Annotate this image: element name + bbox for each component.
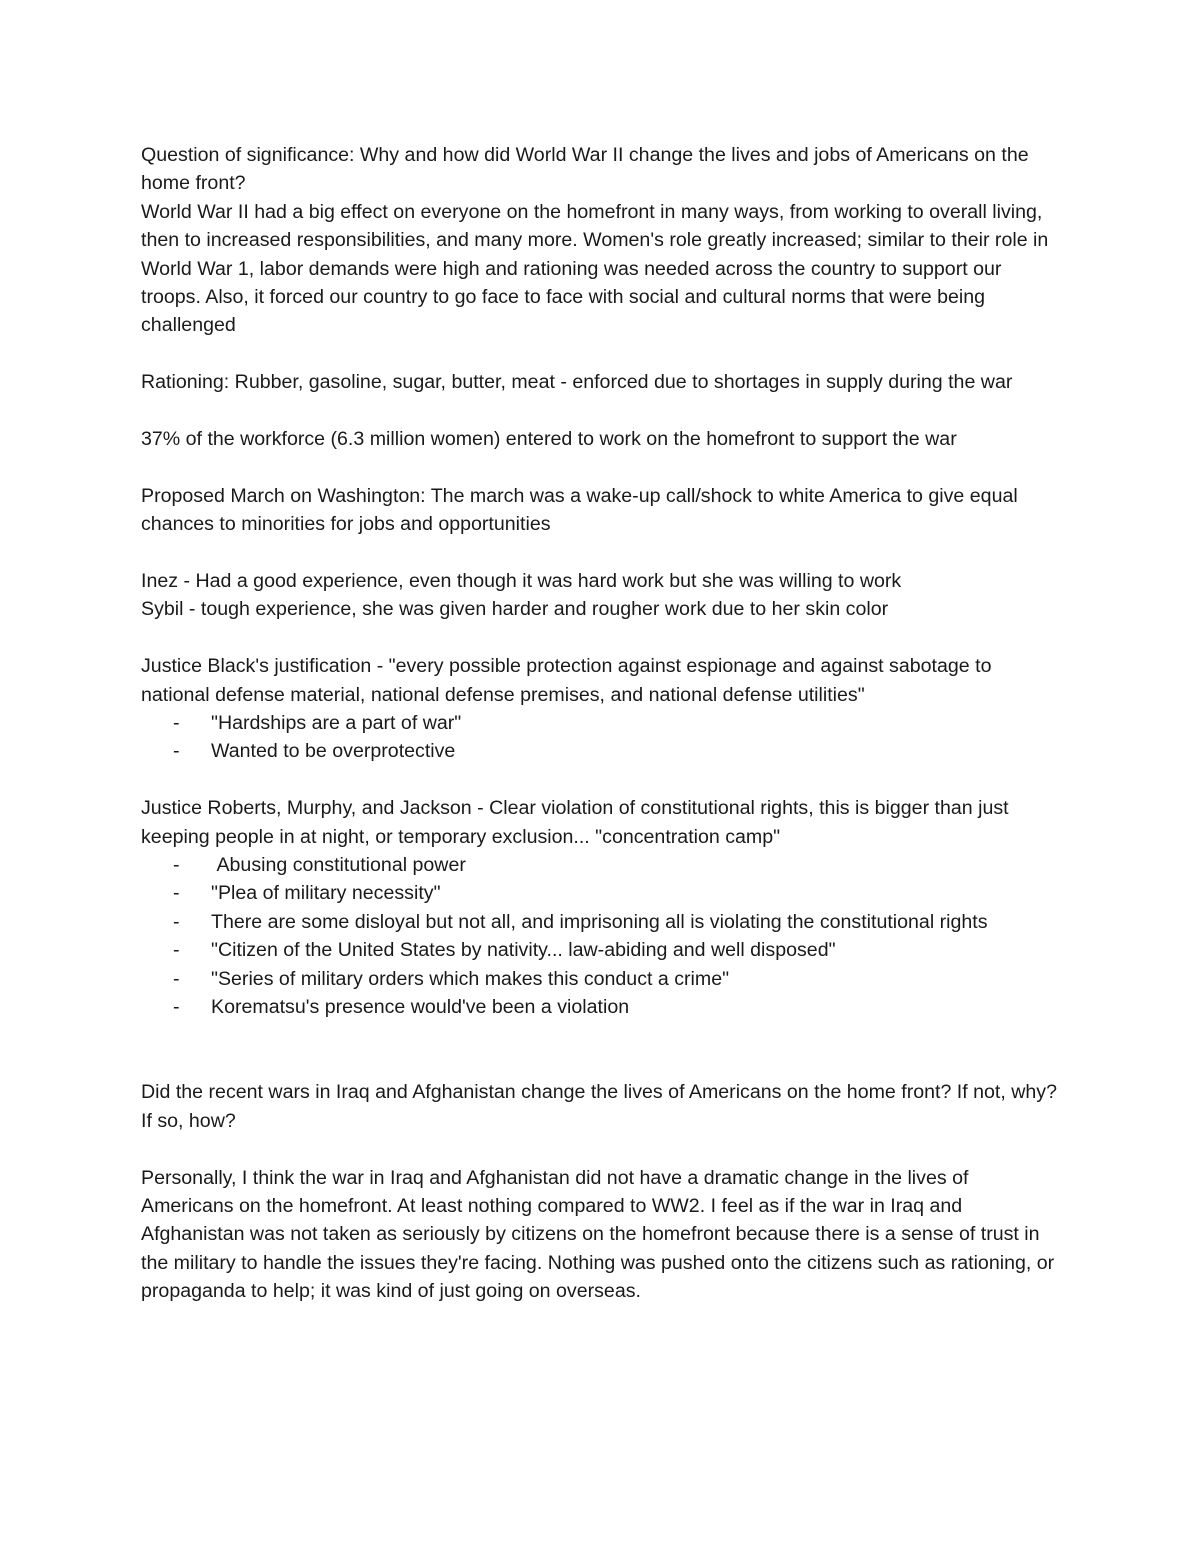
justice-black-bullet-list [141, 709, 1061, 766]
document-page [141, 141, 1061, 1306]
list-item [141, 737, 1061, 765]
list-item-text: Korematsu's presence would've been a violation [211, 996, 630, 1019]
justice-black-paragraph: Justice Black's justification - "every possible protection against espionage and against sabotage to national defense material, national defense premises, and national defense utilities" [141, 655, 992, 706]
dash-marker: - [173, 882, 180, 905]
intro-paragraph: World War II had a big effect on everyone on the homefront in many ways, from working to overall living, then to increased responsibilities, and many more. Women's role greatly increased; similar to their role in World War 1, labor demands were high and rationing was needed across the country to support our troops. Also, it forced our country to go face to face with social and cultural norms that were being challenged [141, 200, 1049, 337]
dash-marker: - [173, 712, 180, 735]
justice-roberts-paragraph: Justice Roberts, Murphy, and Jackson - Clear violation of constitutional rights, this is bigger than just keeping people in at night, or temporary exclusion... "concentration camp" [141, 797, 1009, 848]
rationing-paragraph: Rationing: Rubber, gasoline, sugar, butter, meat - enforced due to shortages in supply during the war [141, 371, 1013, 394]
dash-marker: - [173, 910, 180, 933]
list-item-text: There are some disloyal but not all, and imprisoning all is violating the constitutional rights [211, 910, 988, 933]
list-item-text: "Plea of military necessity" [211, 882, 441, 905]
dash-marker: - [173, 740, 180, 763]
dash-marker: - [173, 939, 180, 962]
sybil-line: Sybil - tough experience, she was given harder and rougher work due to her skin color [141, 598, 889, 621]
list-item-text: Abusing constitutional power [211, 854, 466, 877]
list-item [141, 879, 1061, 907]
dash-marker: - [173, 854, 180, 877]
personal-response-paragraph: Personally, I think the war in Iraq and Afghanistan did not have a dramatic change in the lives of Americans on the homefront. At least nothing compared to WW2. I feel as if the war in Iraq and Afghanistan was not taken as seriously by citizens on the homefront because there is a sense of trust in the military to handle the issues they're facing. Nothing was pushed onto the citizens such as rationing, or propaganda to help; it was kind of just going on overseas. [141, 1166, 1055, 1303]
dash-marker: - [173, 967, 180, 990]
workforce-paragraph: 37% of the workforce (6.3 million women) entered to work on the homefront to support the war [141, 428, 957, 451]
dash-marker: - [173, 996, 180, 1019]
list-item-text: "Citizen of the United States by nativity... law-abiding and well disposed" [211, 939, 836, 962]
list-item [141, 936, 1061, 964]
list-item [141, 993, 1061, 1021]
list-item [141, 965, 1061, 993]
list-item [141, 709, 1061, 737]
list-item-text: "Hardships are a part of war" [211, 712, 462, 735]
list-item-text: "Series of military orders which makes this conduct a crime" [211, 967, 730, 990]
list-item [141, 908, 1061, 936]
march-paragraph: Proposed March on Washington: The march was a wake-up call/shock to white America to give equal chances to minorities for jobs and opportunities [141, 484, 1018, 536]
list-item-text: Wanted to be overprotective [211, 740, 456, 763]
question-of-significance: Question of significance: Why and how did World War II change the lives and jobs of Americans on the home front? [141, 144, 1029, 195]
list-item [141, 851, 1061, 879]
recent-wars-question: Did the recent wars in Iraq and Afghanistan change the lives of Americans on the home front? If not, why? If so, how? [141, 1081, 1057, 1132]
justice-roberts-bullet-list [141, 851, 1061, 1021]
inez-line: Inez - Had a good experience, even though it was hard work but she was willing to work [141, 570, 902, 593]
